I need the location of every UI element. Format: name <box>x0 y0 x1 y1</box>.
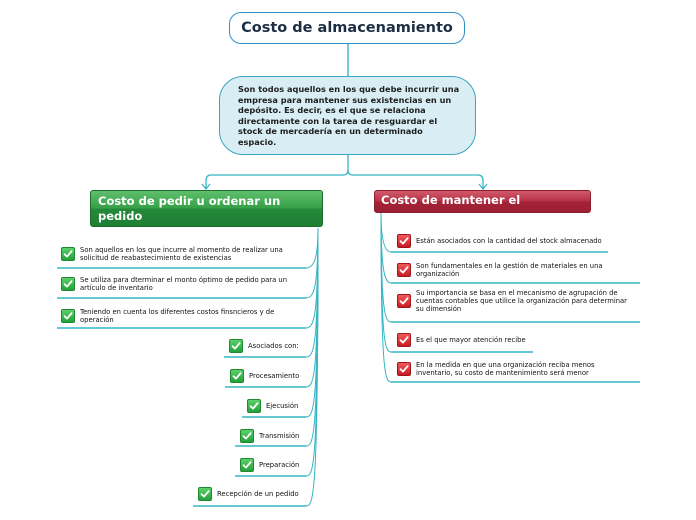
right-item-label: Es el que mayor atención recibe <box>416 336 526 344</box>
green-checkmark-icon <box>247 399 261 413</box>
green-checkmark-icon <box>61 277 75 291</box>
left-topic-item[interactable] <box>247 399 298 413</box>
left-item-label: Se utiliza para dterminar el monto óptimo de pedido para un artículo de inventario <box>80 276 288 292</box>
left-item-label: Son aquellos en los que incurre al momento de realizar una solicitud de reabastecimiento de existencias <box>80 246 283 262</box>
connector-line <box>206 155 348 189</box>
right-topic-item[interactable] <box>397 333 526 347</box>
connector-line <box>306 228 318 268</box>
right-topic-item[interactable] <box>397 262 603 278</box>
left-topic-item[interactable] <box>240 458 299 472</box>
right-item-label: Son fundamentales en la gestión de materiales en una organización <box>416 262 603 278</box>
connector-line <box>306 228 318 298</box>
connector-line <box>348 170 483 189</box>
red-checkmark-icon <box>397 234 411 248</box>
left-topic-item[interactable] <box>61 308 274 324</box>
left-item-label: Teniendo en cuenta los diferentes costos finsncieros y de operación <box>80 308 275 324</box>
left-item-label: Transmisión <box>259 432 300 440</box>
left-topic-item[interactable] <box>61 246 283 262</box>
green-checkmark-icon <box>240 458 254 472</box>
left-topic-item[interactable] <box>229 339 299 353</box>
branch-ordering-cost[interactable]: Costo de pedir u ordenar un pedido <box>90 190 323 227</box>
left-topic-item[interactable] <box>230 369 299 383</box>
left-topic-item[interactable] <box>61 276 287 292</box>
red-checkmark-icon <box>397 333 411 347</box>
left-item-label: Recepción de un pedido <box>217 490 299 498</box>
red-checkmark-icon <box>397 362 411 376</box>
right-item-label: Su importancia se basa en el mecanismo de agrupación de cuentas contables que utilice la organización para determinar su dimensión <box>416 289 627 313</box>
green-checkmark-icon <box>229 339 243 353</box>
green-checkmark-icon <box>240 429 254 443</box>
left-topic-item[interactable] <box>198 487 299 501</box>
right-item-label: Están asociados con la cantidad del stock almacenado <box>416 237 602 245</box>
green-checkmark-icon <box>198 487 212 501</box>
green-checkmark-icon <box>61 247 75 261</box>
red-checkmark-icon <box>397 263 411 277</box>
right-item-label: En la medida en que una organización reciba menos inventario, su costo de mantenimiento será menor <box>416 361 595 377</box>
central-topic[interactable]: Costo de almacenamiento <box>229 12 465 44</box>
left-item-label: Asociados con: <box>248 342 299 350</box>
left-topic-item[interactable] <box>240 429 299 443</box>
definition-node[interactable]: Son todos aquellos en los que debe incurrir una empresa para mantener sus existencias en un depósito. Es decir, es el que se relaciona directamente con la tarea de resguardar el stock de mercadería en un determinado espacio. <box>219 76 476 155</box>
right-topic-item[interactable] <box>397 361 595 377</box>
left-item-label: Procesamiento <box>249 372 300 380</box>
left-item-label: Preparación <box>259 461 300 469</box>
red-checkmark-icon <box>397 294 411 308</box>
left-item-label: Ejecusión <box>266 402 299 410</box>
green-checkmark-icon <box>61 309 75 323</box>
right-topic-item[interactable] <box>397 289 627 313</box>
green-checkmark-icon <box>230 369 244 383</box>
branch-holding-cost[interactable]: Costo de mantener el inventario <box>374 190 591 213</box>
right-topic-item[interactable] <box>397 234 602 248</box>
